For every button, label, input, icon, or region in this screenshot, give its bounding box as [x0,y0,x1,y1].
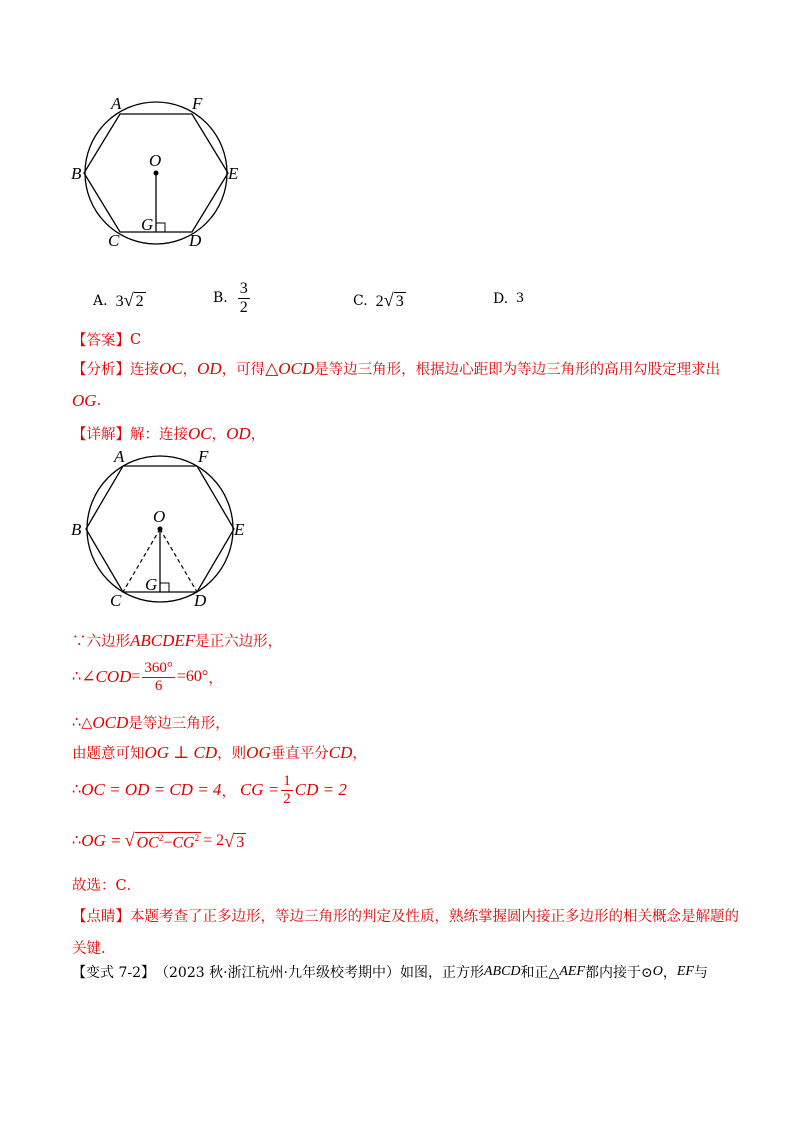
label-g: G [141,215,154,234]
therefore-symbol: ∴ [72,782,82,798]
sep: ， [352,746,367,762]
question-text: 与 [693,965,708,981]
cg-eq: CG = [239,780,280,799]
option-a [93,290,146,311]
og-perp-cd: OG ⊥ CD [144,742,218,762]
therefore-symbol: ∴ [72,669,82,685]
option-d-label: D. [493,290,509,307]
og-eq: OG = [81,831,122,851]
label-o: O [153,507,166,526]
option-a-label: A. [93,292,108,309]
step-text: 是正六边形， [195,634,283,650]
step-2 [72,660,223,694]
step-text: 由题意可知 [72,746,145,762]
detail-tag: 【详解】 [72,427,130,443]
answer-tag: 【答案】 [72,333,130,349]
option-b-label: B. [213,290,228,307]
var-ocd: OCD [92,712,129,732]
hexagon-figure-1 [68,92,248,252]
fraction-360-6: $\frac{360^\circ}{6}$ [144,660,173,694]
step-text: 是等边三角形， [128,716,230,732]
label-d: D [189,231,202,250]
analysis-text: ，可得 [221,362,266,378]
cd-result: CD = 2 [294,780,347,799]
fraction-1-2: $\frac{1}{2}$ [283,773,291,807]
question-text: 如图，正方形 [399,965,484,981]
equals: = [131,668,141,685]
answer-value: C [130,331,142,348]
step-text: 垂直平分 [270,746,329,762]
label-f: F [198,448,209,466]
step-text: ∵六边形 [72,634,130,650]
option-d-value: 3 [516,290,524,306]
analysis-text: 是等边三角形，根据边心距即为等边三角形的高用勾股定理求出 [314,362,721,378]
point-o [154,171,159,176]
comment-line-2 [72,937,106,958]
var-od: OD [197,358,222,378]
equals-2: = 2 [203,832,225,850]
var-oc: OC [159,358,183,378]
variant-tag: 【变式 7-2】 [72,965,155,981]
analysis-line-1 [72,358,720,379]
var-cd: CD [328,742,353,762]
sep: ， [211,427,227,443]
source-text: （2023 秋·浙江杭州·九年级校考期中） [155,965,400,981]
step-4 [72,742,367,763]
next-question [72,962,708,982]
oc-od-cd-eq: OC = OD = CD = 4 [81,780,222,799]
sqrt-3: √ 3 [224,830,245,851]
option-d [493,290,524,307]
label-f: F [192,94,203,113]
analysis-line-2 [72,391,101,411]
choose-text: 故选：C． [72,878,142,894]
label-b: B [71,520,82,539]
label-c: C [110,591,122,610]
label-a: A [111,94,122,113]
var-ocd: OCD [278,358,315,378]
label-a: A [114,448,125,466]
step-3 [72,712,230,733]
therefore-symbol: ∴ [72,833,82,850]
var-ef: EF [676,964,694,979]
question-text: 都内接于⊙ [584,965,653,981]
comment-line-1 [72,905,739,926]
label-o: O [149,151,162,170]
label-g: G [145,575,158,594]
var-abcdef: ABCDEF [130,630,196,650]
analysis-end: . [96,393,102,409]
var-od: OD [226,423,251,443]
var-og: OG [246,742,271,762]
angle-cod: ∠COD [81,667,132,686]
step-6 [72,830,246,852]
option-c-value: 2 √ 3 [375,290,404,310]
sep: ， [221,783,236,800]
question-text: 和正△ [520,965,560,981]
analysis-tag: 【分析】 [72,362,130,378]
detail-line [72,423,265,444]
step-1 [72,630,282,651]
option-a-value: 3 √ 2 [115,290,144,310]
var-o: O [652,964,663,979]
right-angle-mark [156,223,165,232]
option-b [213,280,252,316]
step-text: ∴△ [72,714,93,731]
sep: ， [208,670,223,687]
option-c-label: C. [353,292,368,309]
step-text: ，则 [217,746,247,762]
label-e: E [234,520,245,539]
label-c: C [108,231,120,250]
var-oc: OC [188,423,212,443]
label-b: B [71,164,82,183]
hexagon-figure-2 [68,448,258,610]
right-angle-mark [160,583,169,592]
triangle-symbol: △ [265,358,279,379]
sqrt-expression: √ $OC^2-CG^2$ [124,830,200,852]
var-aef: AEF [559,964,585,979]
sep: ， [662,965,677,981]
comment-tag: 【点睛】 [72,909,130,925]
var-og: OG [72,391,97,410]
choose-line [72,874,141,895]
analysis-text: 连接 [130,362,159,378]
option-b-value: $\frac{3}{2}$ [239,280,248,316]
point-o [158,527,163,532]
answer-line [72,329,141,350]
label-e: E [228,164,239,183]
comment-text: 关键. [72,941,106,957]
sep: ， [250,427,266,443]
step-5 [72,773,347,807]
sep: ， [182,362,198,378]
label-d: D [194,591,207,610]
comment-text: 本题考查了正多边形，等边三角形的判定及性质，熟练掌握圆内接正多边形的相关概念是解题的 [130,909,739,925]
detail-text: 解：连接 [130,427,188,443]
option-c [353,290,406,311]
var-abcd: ABCD [483,964,521,979]
result-60: =60° [176,668,209,685]
